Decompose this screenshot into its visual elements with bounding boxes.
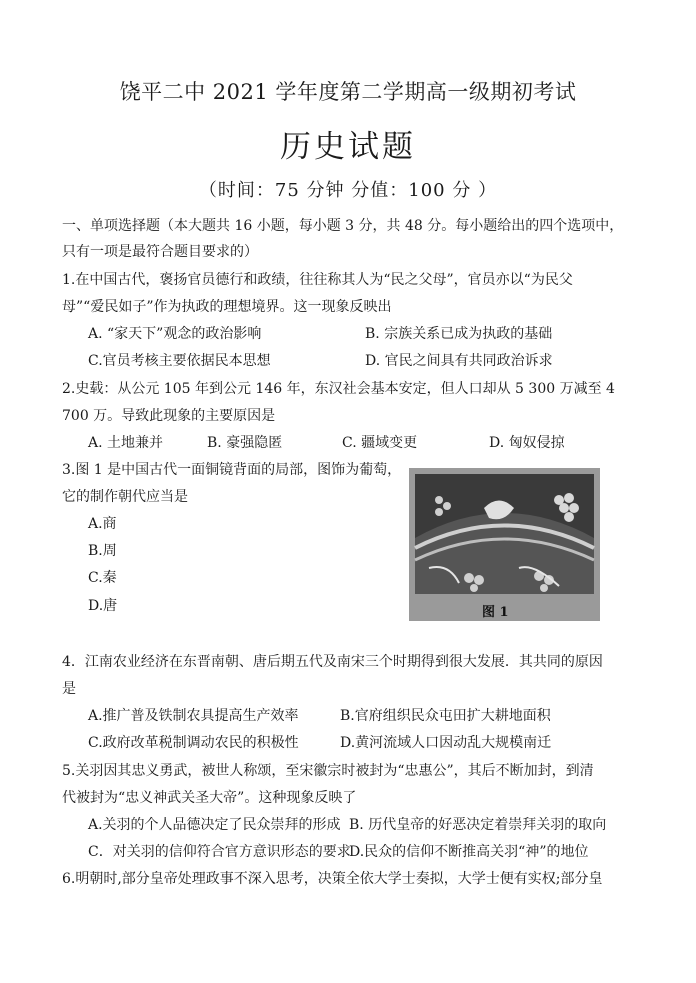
- q1-option-d: D. 官民之间具有共同政治诉求: [365, 353, 553, 369]
- q2-stem-line1: 2.史载：从公元 105 年到公元 146 年，东汉社会基本安定，但人口却从 5 300 万减至 4: [62, 381, 615, 397]
- bronze-mirror-figure: [409, 468, 600, 621]
- q1-stem-line1: 1.在中国古代，褒扬官员德行和政绩，往往称其人为“民之父母”，官员亦以“为民父: [62, 272, 573, 288]
- q4-option-c: C.政府改革税制调动农民的积极性: [88, 735, 299, 751]
- q1-option-b: B. 宗族关系已成为执政的基础: [365, 326, 553, 342]
- section-heading-line2: 只有一项是最符合题目要求的）: [62, 244, 258, 260]
- q5-option-a: A.关羽的个人品德决定了民众崇拜的形成: [88, 817, 341, 833]
- q1-option-c: C.官员考核主要依据民本思想: [88, 353, 271, 369]
- q4-option-d: D.黄河流域人口因动乱大规模南迁: [340, 735, 552, 751]
- q2-option-c: C. 疆域变更: [342, 435, 418, 451]
- q3-option-a: A.商: [88, 516, 117, 532]
- q5-stem-line2: 代被封为“忠义神武关圣大帝”。这种现象反映了: [62, 790, 357, 806]
- q3-stem-line1: 3.图 1 是中国古代一面铜镜背面的局部，图饰为葡萄，: [62, 462, 402, 478]
- q2-option-b: B. 豪强隐匿: [207, 435, 283, 451]
- q5-stem-line1: 5.关羽因其忠义勇武，被世人称颂，至宋徽宗时被封为“忠惠公”，其后不断加封，到清: [62, 763, 594, 779]
- q5-option-d: D.民众的信仰不断推高关羽“神”的地位: [349, 844, 589, 860]
- q3-stem-line2: 它的制作朝代应当是: [62, 489, 188, 505]
- q3-option-c: C.秦: [88, 570, 117, 586]
- exam-info: （时间：75 分钟 分值：100 分 ）: [198, 180, 498, 201]
- figure-label: 图 1: [482, 605, 509, 620]
- section-heading-line1: 一、单项选择题（本大题共 16 小题，每小题 3 分，共 48 分。每小题给出的四个选项中，: [62, 218, 624, 234]
- q3-option-b: B.周: [88, 543, 117, 559]
- q4-stem-line2: 是: [62, 681, 76, 697]
- q4-stem-line1: 4．江南农业经济在东晋南朝、唐后期五代及南宋三个时期得到很大发展．其共同的原因: [62, 654, 603, 670]
- q6-stem-line1: 6.明朝时,部分皇帝处理政事不深入思考，决策全依大学士奏拟，大学士便有实权;部分皇: [62, 871, 603, 887]
- q5-option-b: B. 历代皇帝的好恶决定着崇拜关羽的取向: [349, 817, 607, 833]
- q2-option-a: A. 土地兼并: [88, 435, 164, 451]
- q5-option-c: C．对关羽的信仰符合官方意识形态的要求: [88, 844, 351, 860]
- exam-title: 饶平二中 2021 学年度第二学期高一级期初考试: [119, 80, 577, 104]
- q4-option-b: B.官府组织民众屯田扩大耕地面积: [340, 708, 551, 724]
- q2-option-d: D. 匈奴侵掠: [489, 435, 565, 451]
- q3-option-d: D.唐: [88, 598, 118, 614]
- q2-stem-line2: 700 万。导致此现象的主要原因是: [62, 408, 276, 424]
- q1-option-a: A. “家天下”观念的政治影响: [88, 326, 262, 342]
- bronze-mirror-image: [409, 468, 600, 621]
- q1-stem-line2: 母”“爱民如子”作为执政的理想境界。这一现象反映出: [62, 299, 392, 315]
- subject-title: 历史试题: [280, 129, 416, 165]
- q4-option-a: A.推广普及铁制农具提高生产效率: [88, 708, 299, 724]
